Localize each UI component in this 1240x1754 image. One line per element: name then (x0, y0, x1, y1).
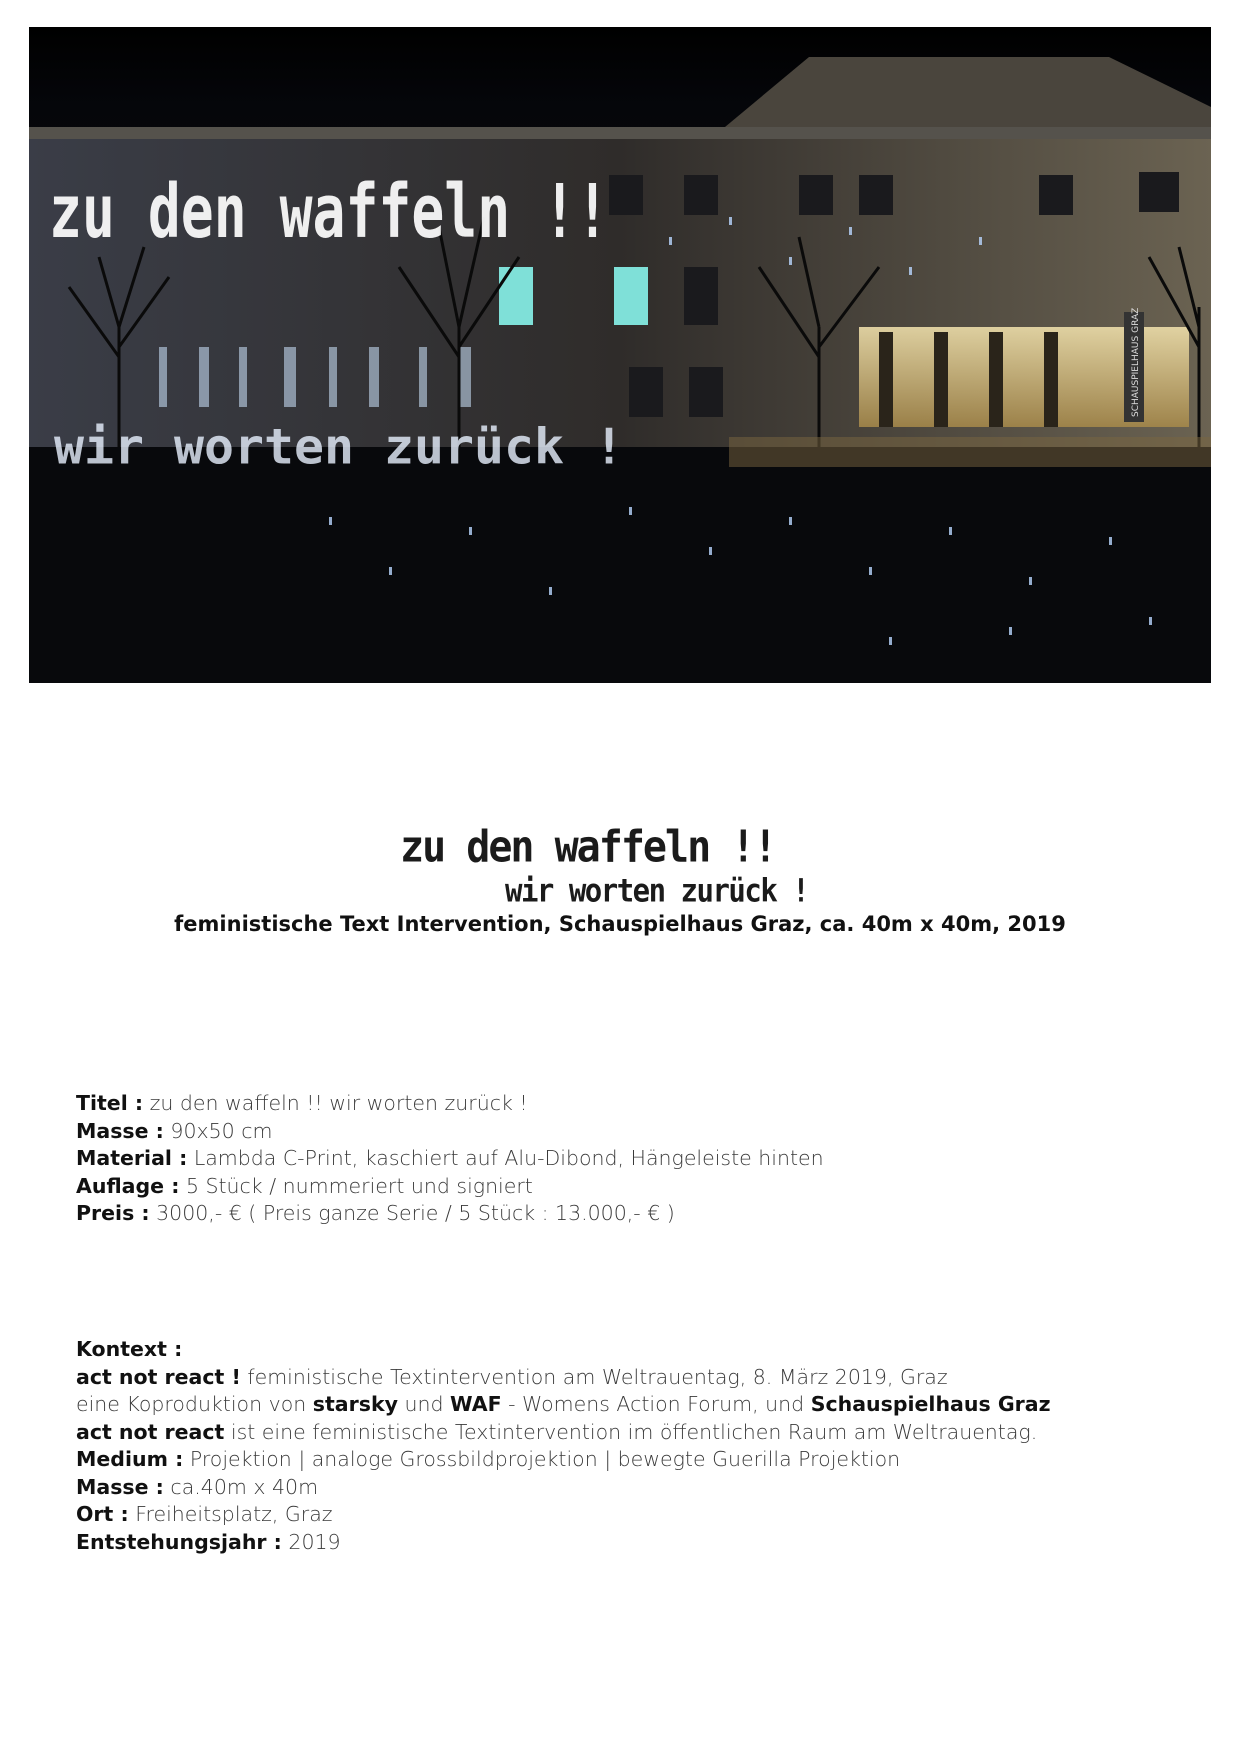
context-section (76, 1336, 1051, 1556)
building-pediment (719, 57, 1211, 132)
projection-text-bottom: wir worten zurück ! (54, 419, 625, 476)
detail-material: Material : Lambda C-Print, kaschiert auf Alu-Dibond, Hängeleiste hinten (76, 1146, 824, 1170)
projection-text-top: zu den waffeln !! (49, 169, 609, 255)
detail-preis: Preis : 3000,- € ( Preis ganze Serie / 5 Stück : 13.000,- € ) (76, 1201, 675, 1225)
detail-masse: Masse : 90x50 cm (76, 1118, 273, 1143)
context-ort: Ort : Freiheitsplatz, Graz (76, 1502, 333, 1526)
artwork-title: zu den waffeln !! (400, 822, 776, 873)
artwork-photo (29, 27, 1211, 683)
context-line-3: act not react ist eine feministische Textintervention im öffentlichen Raum am Weltrauentag. (76, 1419, 1038, 1444)
theatre-sign: SCHAUSPIELHAUS GRAZ (1131, 307, 1141, 417)
context-jahr: Entstehungsjahr : 2019 (76, 1529, 341, 1554)
context-masse: Masse : ca.40m x 40m (76, 1474, 319, 1499)
square-ground (29, 447, 1211, 683)
artwork-subtitle: wir worten zurück ! (505, 872, 809, 910)
detail-titel: Titel : zu den waffeln !! wir worten zurück ! (76, 1091, 528, 1115)
night-scene-illustration (29, 27, 1211, 683)
context-medium: Medium : Projektion | analoge Grossbildprojektion | bewegte Guerilla Projektion (76, 1447, 901, 1471)
artwork-details (76, 1090, 824, 1228)
artwork-caption: feministische Text Intervention, Schauspielhaus Graz, ca. 40m x 40m, 2019 (174, 912, 1066, 936)
context-line-2: eine Koproduktion von starsky und WAF - Womens Action Forum, und Schauspielhaus Graz (76, 1392, 1051, 1416)
detail-auflage: Auflage : 5 Stück / nummeriert und signiert (76, 1173, 533, 1198)
context-line-1: act not react ! feministische Textintervention am Weltrauentag, 8. März 2019, Graz (76, 1364, 948, 1389)
context-label: Kontext : (76, 1337, 183, 1361)
